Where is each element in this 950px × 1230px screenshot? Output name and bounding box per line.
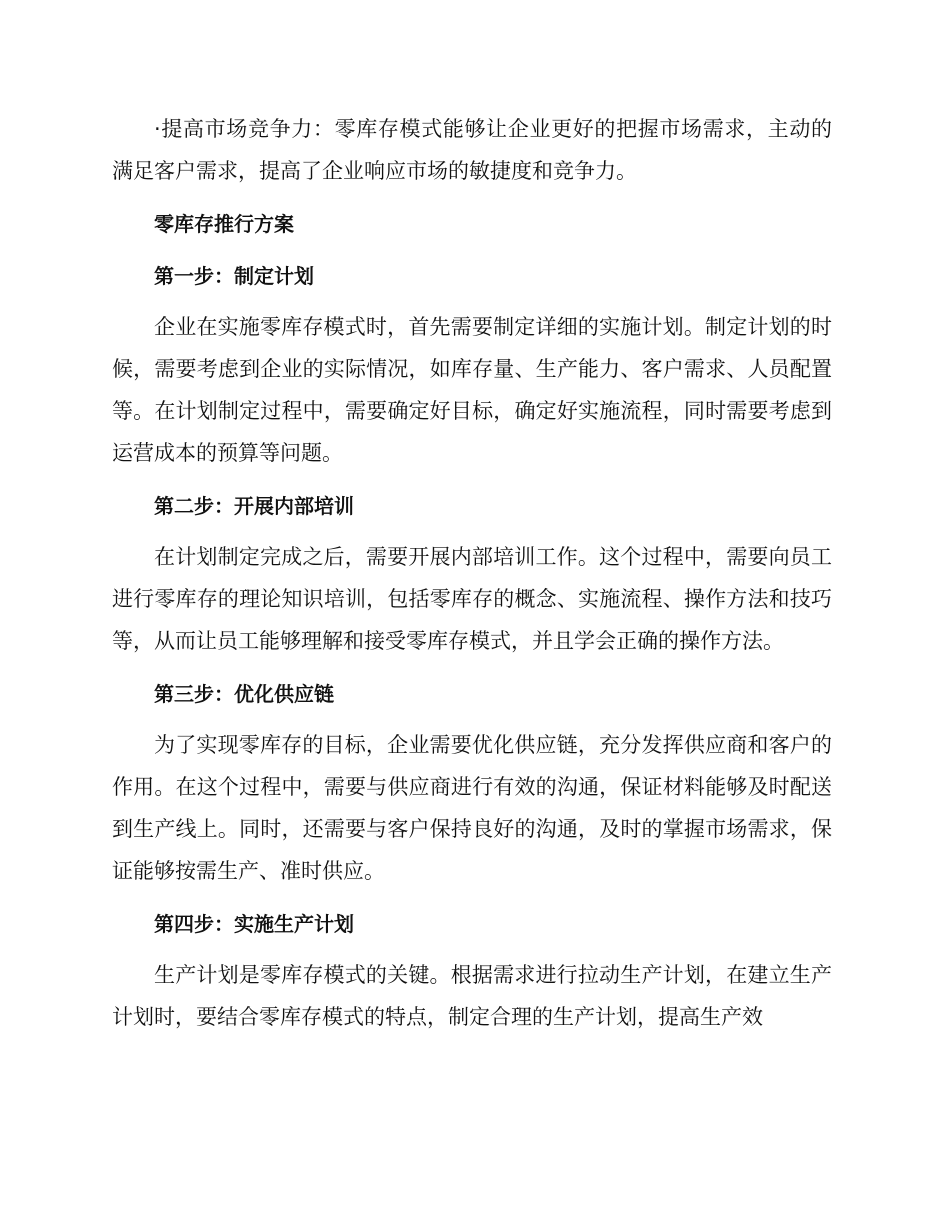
step-4-heading: 第四步：实施生产计划 — [154, 912, 354, 936]
intro-paragraph: ·提高市场竞争力：零库存模式能够让企业更好的把握市场需求，主动的满足客户需求，提高了企业响应市场的敏捷度和竞争力。 — [112, 117, 832, 183]
step-1-heading: 第一步：制定计划 — [154, 264, 314, 288]
section-title: 零库存推行方案 — [154, 212, 294, 236]
step-4-body: 生产计划是零库存模式的关键。根据需求进行拉动生产计划，在建立生产计划时，要结合零库存模式的特点，制定合理的生产计划，提高生产效 — [112, 963, 832, 1029]
step-1-body: 企业在实施零库存模式时，首先需要制定详细的实施计划。制定计划的时候，需要考虑到企业的实际情况，如库存量、生产能力、客户需求、人员配置等。在计划制定过程中，需要确定好目标，确定好实施流程，同时需要考虑到运营成本的预算等问题。 — [112, 315, 832, 465]
step-3-heading: 第三步：优化供应链 — [154, 682, 334, 706]
document-body — [112, 108, 832, 1038]
step-3-body: 为了实现零库存的目标，企业需要优化供应链，充分发挥供应商和客户的作用。在这个过程中，需要与供应商进行有效的沟通，保证材料能够及时配送到生产线上。同时，还需要与客户保持良好的沟通，及时的掌握市场需求，保证能够按需生产、准时供应。 — [112, 733, 832, 883]
step-2-body: 在计划制定完成之后，需要开展内部培训工作。这个过程中，需要向员工进行零库存的理论知识培训，包括零库存的概念、实施流程、操作方法和技巧等，从而让员工能够理解和接受零库存模式，并且学会正确的操作方法。 — [112, 545, 832, 653]
step-2-heading: 第二步：开展内部培训 — [154, 494, 354, 518]
